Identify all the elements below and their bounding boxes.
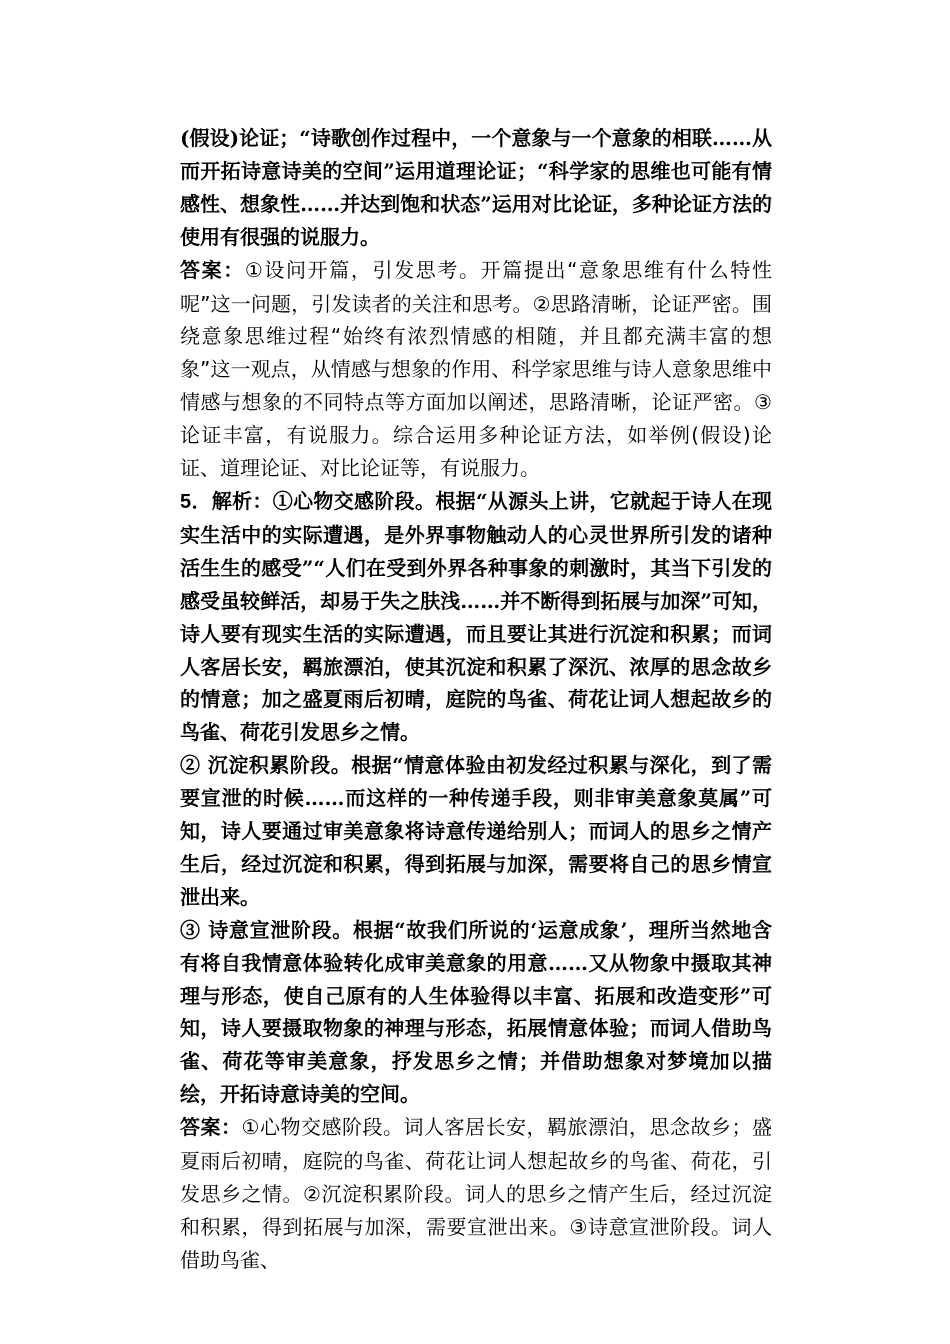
stage-2-text: ② 沉淀积累阶段。根据“情意体验由初发经过积累与深化，到了需要宣泄的时候……而这样的一种传递手段，则非审美意象莫属”可知，诗人要通过审美意象将诗意传递给别人；而词人的思乡之情产生后，经过沉淀和积累，得到拓展与加深，需要将自己的思乡情宣泄出来。	[180, 753, 772, 909]
analysis-text: ①心物交感阶段。根据“从源头上讲，它就起于诗人在现实生活中的实际遭遇，是外界事物触动人的心灵世界所引发的诸种活生生的感受”“人们在受到外界各种事象的刺激时，其当下引发的感受虽较鲜活，却易于失之肤浅……并不断得到拓展与加深”可知，诗人要有现实生活的实际遭遇，而且要让其进行沉淀和积累；而词人客居长安，羁旅漂泊，使其沉淀和积累了深沉、浓厚的思念故乡的情意；加之盛夏雨后初晴，庭院的鸟雀、荷花让词人想起故乡的鸟雀、荷花引发思乡之情。	[180, 488, 772, 745]
paragraph-answer-4	[180, 254, 772, 485]
answer-label: 答案：	[180, 1117, 242, 1140]
paragraph-text: (假设)论证；“诗歌创作过程中，一个意象与一个意象的相联……从而开拓诗意诗美的空间”运用道理论证；“科学家的思维也可能有情感性、想象性……并达到饱和状态”运用对比论证，多种论证方法的使用有很强的说服力。	[180, 126, 772, 249]
answer-label: 答案：	[180, 259, 245, 282]
answer-text: ①设问开篇，引发思考。开篇提出“意象思维有什么特性呢”这一问题，引发读者的关注和思考。②思路清晰，论证严密。围绕意象思维过程“始终有浓烈情感的相随，并且都充满丰富的想象”这一观点，从情感与想象的作用、科学家思维与诗人意象思维中情感与想象的不同特点等方面加以阐述，思路清晰，论证严密。③论证丰富，有说服力。综合运用多种论证方法，如举例(假设)论证、道理论证、对比论证等，有说服力。	[180, 257, 772, 481]
analysis-label: 5．解析：	[180, 490, 273, 513]
paragraph-stage-2	[180, 749, 772, 914]
stage-3-text: ③ 诗意宣泄阶段。根据“故我们所说的‘运意成象’，理所当然地含有将自我情意体验转化成审美意象的用意……又从物象中摄取其神理与形态，使自己原有的人生体验得以丰富、拓展和改造变形”可知，诗人要摄取物象的神理与形态，拓展情意体验；而词人借助鸟雀、荷花等审美意象，抒发思乡之情；并借助想象对梦境加以描绘，开拓诗意诗美的空间。	[180, 917, 772, 1107]
answer-text: ①心物交感阶段。词人客居长安，羁旅漂泊，思念故乡；盛夏雨后初晴，庭院的鸟雀、荷花让词人想起故乡的鸟雀、荷花，引发思乡之情。②沉淀积累阶段。词人的思乡之情产生后，经过沉淀和积累，得到拓展与加深，需要宣泄出来。③诗意宣泄阶段。词人借助鸟雀、	[180, 1115, 773, 1272]
paragraph-analysis-5	[180, 485, 772, 749]
paragraph-stage-3	[180, 914, 772, 1111]
paragraph-answer-5	[180, 1111, 772, 1277]
document-page	[180, 122, 772, 1277]
paragraph-argument-analysis	[180, 122, 772, 254]
